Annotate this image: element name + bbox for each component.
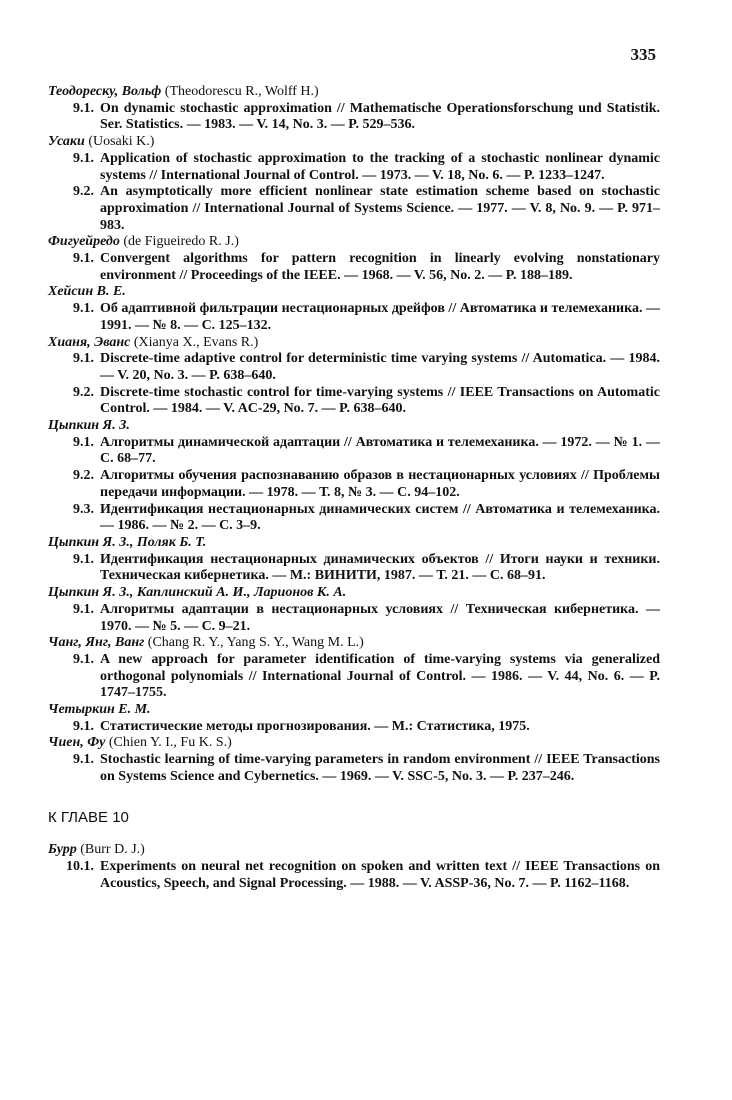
reference-text: Application of stochastic approximation to the tracking of a stochastic nonlinear dynamic systems // International Journal of Control. — 1973. — V. 18, No. 6. — P. 1233–1247.: [100, 150, 660, 183]
reference-number: 9.1.: [73, 752, 94, 768]
reference-entry: [48, 101, 660, 134]
author-name-ru: Хейсин В. Е.: [48, 284, 126, 300]
reference-text: Об адаптивной фильтрации нестационарных дрейфов // Автоматика и телемеханика. — 1991. — № 8. — С. 125–132.: [100, 301, 660, 333]
author-heading: [48, 335, 660, 352]
reference-entry: [48, 385, 660, 418]
reference-text: An asymptotically more efficient nonlinear state estimation scheme based on stochastic approximation // International Journal of Systems Science. — 1977. — V. 8, No. 9. — P. 971–983.: [100, 184, 660, 233]
reference-entry: [48, 552, 660, 585]
author-heading: [48, 585, 660, 602]
reference-entry: [48, 351, 660, 384]
bibliography-list-chapter-9: [48, 84, 660, 786]
author-heading: [48, 735, 660, 752]
reference-number: 9.2.: [73, 384, 94, 400]
reference-text: Experiments on neural net recognition on spoken and written text // IEEE Transactions on Acoustics, Speech, and Signal Processing. — 1988. — V. ASSP-36, No. 7. — P. 1162–1168.: [100, 858, 660, 891]
author-name-en: (Xianya X., Evans R.): [130, 334, 259, 350]
author-name-ru: Чанг, Янг, Ванг: [48, 635, 145, 651]
reference-number: 9.1.: [73, 651, 94, 667]
reference-entry: [48, 435, 660, 468]
reference-entry: [48, 859, 660, 892]
author-heading: [48, 842, 660, 859]
author-name-ru: Чиен, Фу: [48, 735, 106, 751]
reference-number: 9.1.: [73, 601, 94, 617]
author-heading: [48, 284, 660, 301]
author-name-en: (Chang R. Y., Yang S. Y., Wang M. L.): [144, 635, 364, 651]
bibliography: [48, 84, 660, 892]
reference-number: 9.1.: [73, 551, 94, 567]
reference-text: Stochastic learning of time-varying parameters in random environment // IEEE Transactions on Systems Science and Cybernetics. — 1969. — V. SSC-5, No. 3. — P. 237–246.: [100, 752, 660, 784]
reference-text: Идентификация нестационарных динамических систем // Автоматика и телемеханика. — 1986. — № 2. — С. 3–9.: [100, 501, 660, 534]
reference-entry: [48, 652, 660, 702]
reference-text: Convergent algorithms for pattern recognition in linearly evolving nonstationary environment // Proceedings of the IEEE. — 1968. — V. 56, No. 2. — P. 188–189.: [100, 251, 660, 283]
author-name-ru: Четыркин Е. М.: [48, 702, 151, 718]
reference-entry: [48, 752, 660, 785]
reference-entry: [48, 151, 660, 184]
reference-number: 10.1.: [66, 858, 94, 874]
author-heading: [48, 134, 660, 151]
author-name-ru: Усаки: [48, 134, 85, 150]
reference-entry: [48, 468, 660, 501]
reference-text: Алгоритмы обучения распознаванию образов в нестационарных условиях // Проблемы передачи информации. — 1978. — Т. 8, № 3. — С. 94–102.: [100, 468, 660, 500]
author-name-ru: Цыпкин Я. З.: [48, 418, 130, 434]
reference-text: Статистические методы прогнозирования. — М.: Статистика, 1975.: [100, 718, 530, 734]
author-name-ru: Бурр: [48, 842, 77, 858]
reference-number: 9.2.: [73, 184, 94, 200]
reference-number: 9.1.: [73, 718, 94, 734]
author-name-en: (Uosaki K.): [84, 134, 155, 150]
reference-number: 9.1.: [73, 251, 94, 267]
bibliography-list-chapter-10: [48, 842, 660, 892]
reference-text: Алгоритмы адаптации в нестационарных условиях // Техническая кибернетика. — 1970. — № 5. — С. 9–21.: [100, 601, 660, 634]
reference-entry: [48, 719, 660, 736]
author-heading: [48, 234, 660, 251]
reference-text: Discrete-time stochastic control for time-varying systems // IEEE Transactions on Automatic Control. — 1984. — V. AC-29, No. 7. — P. 638–640.: [100, 384, 660, 417]
author-heading: [48, 535, 660, 552]
reference-text: Discrete-time adaptive control for deterministic time varying systems // Automatica. — 1984. — V. 20, No. 3. — P. 638–640.: [100, 351, 660, 383]
author-name-en: (Burr D. J.): [76, 842, 145, 858]
reference-number: 9.3.: [73, 501, 94, 517]
reference-text: A new approach for parameter identification of time-varying systems via generalized orthogonal polynomials // International Journal of Control. — 1986. — V. 44, No. 6. — P. 1747–1755.: [100, 651, 660, 701]
reference-entry: [48, 602, 660, 635]
author-heading: [48, 418, 660, 435]
reference-number: 9.1.: [73, 301, 94, 317]
reference-entry: [48, 502, 660, 535]
section-heading: К ГЛАВЕ 10: [48, 808, 129, 826]
author-name-en: (Chien Y. I., Fu K. S.): [105, 735, 232, 751]
reference-entry: [48, 251, 660, 284]
author-heading: [48, 635, 660, 652]
reference-number: 9.1.: [73, 351, 94, 367]
reference-text: Алгоритмы динамической адаптации // Автоматика и телемеханика. — 1972. — № 1. — С. 68–77.: [100, 434, 660, 467]
author-heading: [48, 702, 660, 719]
author-name-en: (Theodorescu R., Wolff H.): [161, 84, 319, 99]
reference-number: 9.1.: [73, 434, 94, 450]
author-name-ru: Фигуейредо: [48, 234, 120, 250]
author-name-ru: Цыпкин Я. З., Каплинский А. И., Ларионов К. А.: [48, 585, 347, 601]
author-name-en: (de Figueiredo R. J.): [119, 234, 239, 250]
page-number: 335: [630, 45, 656, 64]
reference-entry: [48, 184, 660, 234]
reference-number: 9.2.: [73, 468, 94, 484]
reference-text: Идентификация нестационарных динамических объектов // Итоги науки и техники. Техническая кибернетика. — М.: ВИНИТИ, 1987. — Т. 21. — С. 68–91.: [100, 551, 660, 584]
reference-entry: [48, 301, 660, 334]
author-name-ru: Теодореску, Вольф: [48, 84, 162, 99]
author-name-ru: Цыпкин Я. З., Поляк Б. Т.: [48, 534, 207, 550]
author-heading: [48, 84, 660, 101]
reference-text: On dynamic stochastic approximation // Mathematische Operationsforschung und Statistik. Ser. Statistics. — 1983. — V. 14, No. 3. — P. 529–536.: [100, 100, 660, 133]
author-name-ru: Хианя, Эванс: [48, 334, 131, 350]
reference-number: 9.1.: [73, 100, 94, 116]
reference-number: 9.1.: [73, 150, 94, 166]
